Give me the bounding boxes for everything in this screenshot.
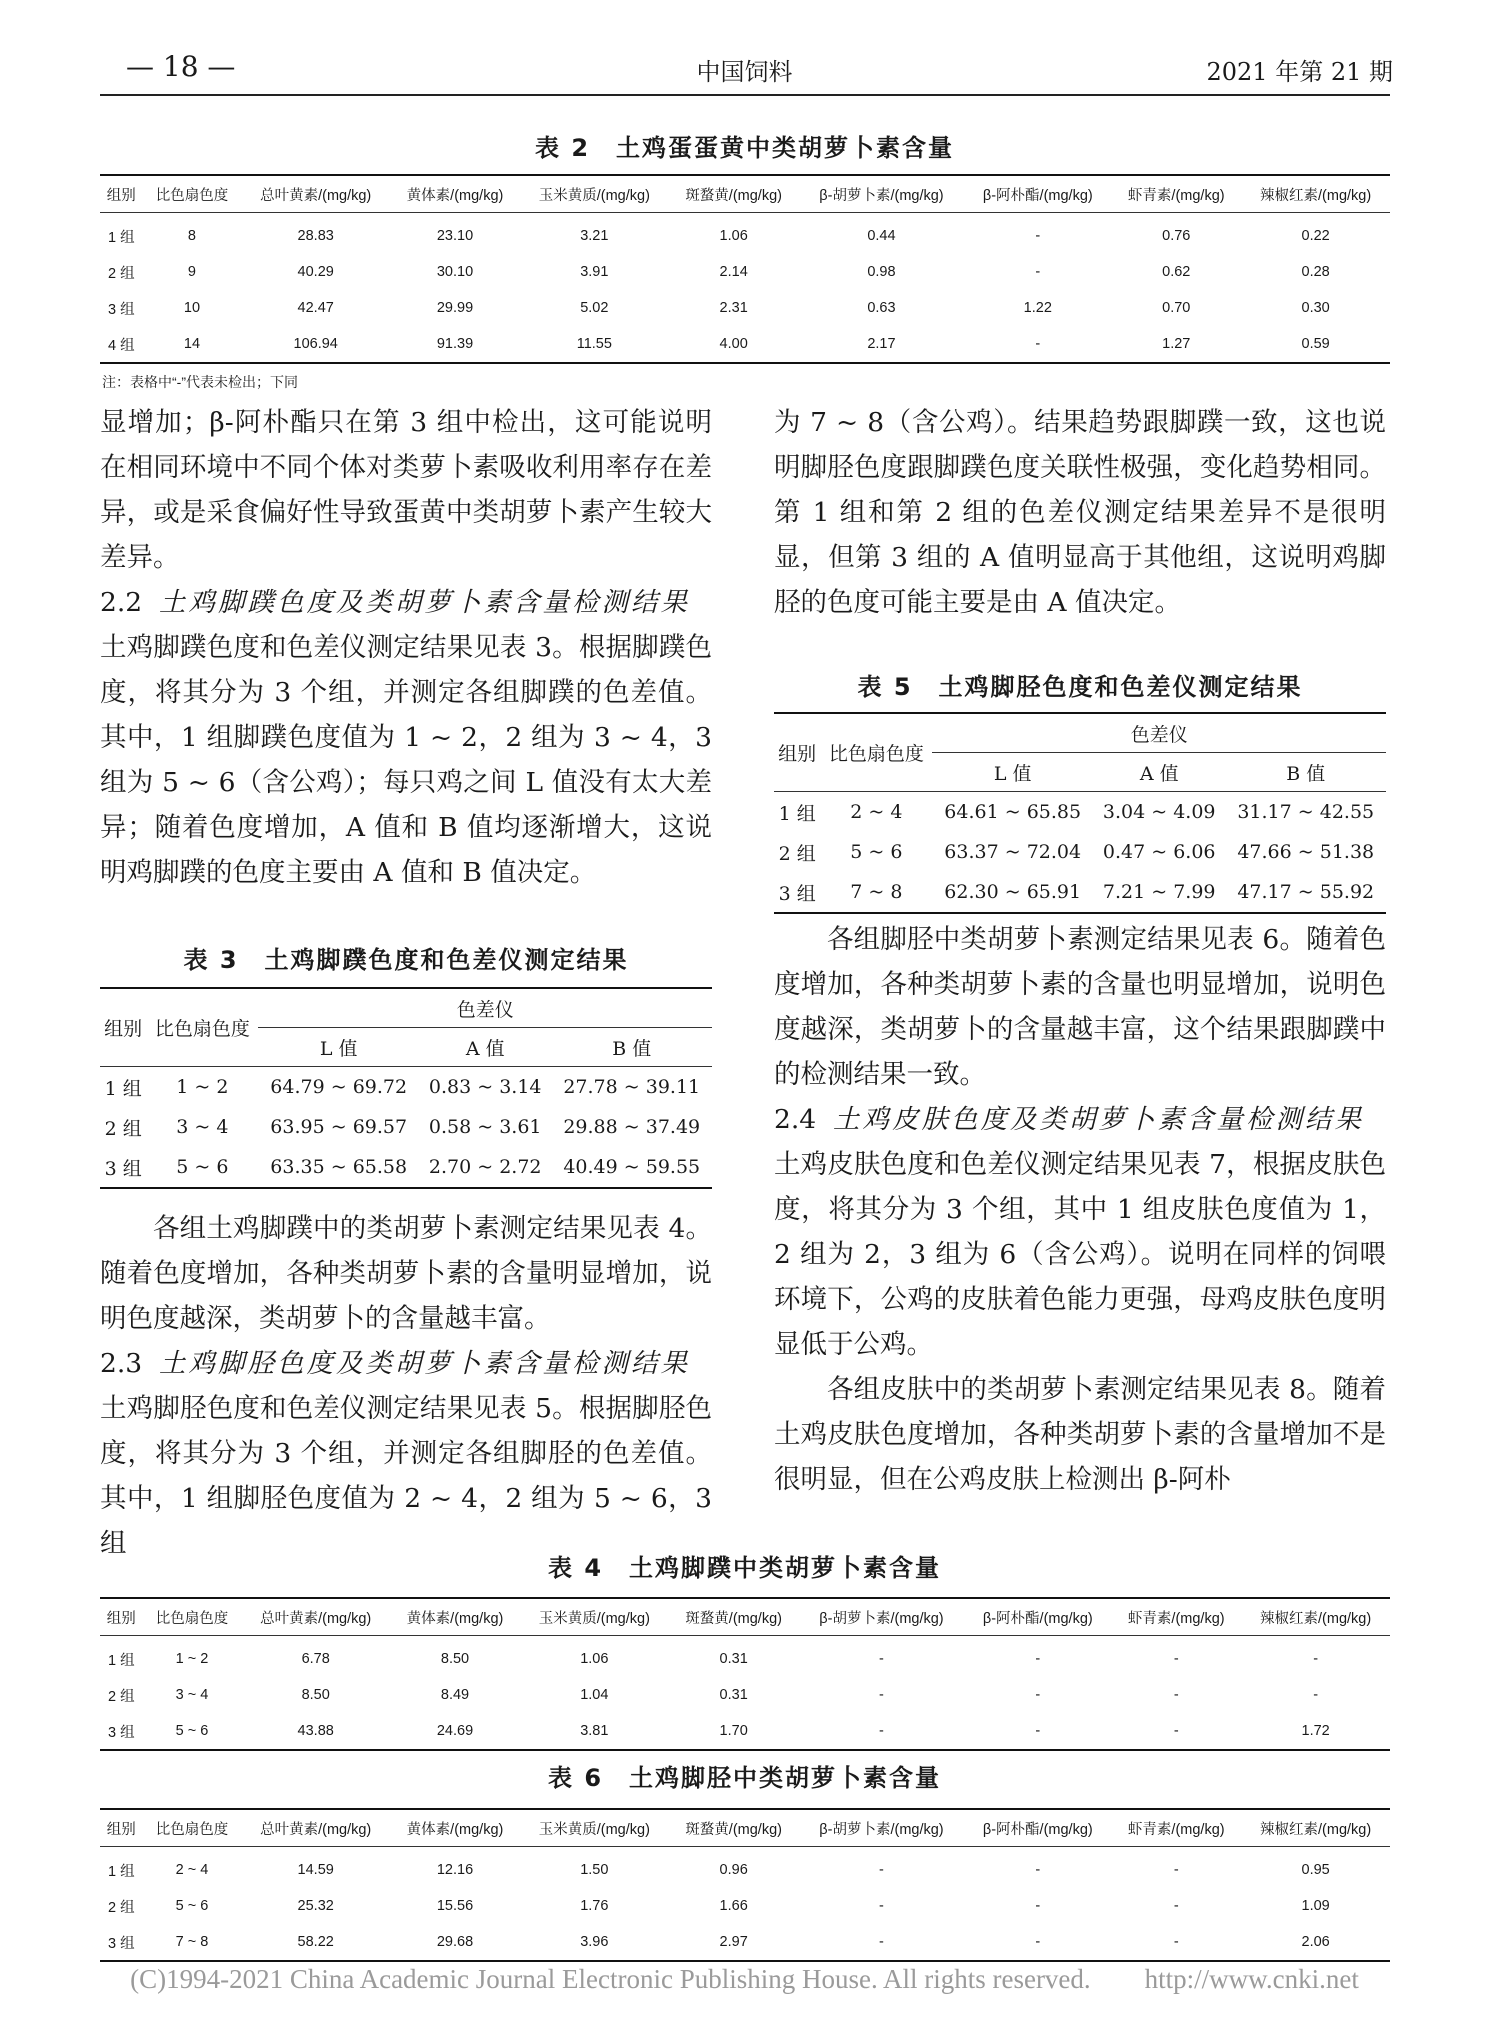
table-cell: 0.63 (867, 300, 896, 316)
table-cell: 2.31 (719, 300, 748, 316)
table-cell: 1 组 (778, 802, 816, 825)
table-cell: 62.30 ~ 65.91 (944, 881, 1082, 903)
section-title: 土鸡脚胫色度及类胡萝卜素含量检测结果 (159, 1348, 691, 1379)
table2-header-cell: 玉米黄质/(mg/kg) (538, 187, 650, 204)
table-cell: 12.16 (436, 1862, 474, 1878)
table-cell: 5.02 (580, 300, 609, 316)
table-cell: 0.96 (719, 1862, 748, 1878)
table-cell: 3 组 (108, 1935, 135, 1952)
section-heading-2-3 (100, 1341, 712, 1386)
table-cell: 1 ~ 2 (175, 1651, 209, 1667)
paragraph: 为 7 ~ 8（含公鸡）。结果趋势跟脚蹼一致，这也说明脚胫色度跟脚蹼色度关联性极强，变化趋势相同。第 1 组和第 2 组的色差仪测定结果差异不是很明显，但第 3 组的 A 值明显高于其他组，这说明鸡脚胫的色度可能主要是由 A 值决定。 (774, 407, 1386, 618)
table-cell: 106.94 (293, 336, 338, 352)
table-cell: 3 ~ 4 (175, 1687, 209, 1703)
header-cell: 组别 (104, 1018, 143, 1040)
header-cell: 色差仪 (932, 713, 1386, 753)
table-note: 注：表格中“-”代表未检出；下同 (102, 374, 298, 390)
table2-header-cell: 比色扇色度 (155, 187, 229, 204)
table-cell: 63.95 ~ 69.57 (270, 1116, 408, 1138)
table4-grid (100, 1597, 1390, 1751)
table-cell: 23.10 (436, 228, 474, 244)
table-cell: 30.10 (436, 264, 474, 280)
table2-header-cell: 辣椒红素/(mg/kg) (1260, 187, 1372, 204)
header-cell: 比色扇色度 (154, 1018, 250, 1040)
table-cell: 2.06 (1301, 1934, 1330, 1950)
table3-caption: 表 3 土鸡脚蹼色度和色差仪测定结果 (183, 946, 629, 974)
table-cell: 1.22 (1023, 300, 1052, 316)
table-cell: 3 ~ 4 (176, 1116, 229, 1138)
section-heading-2-4 (774, 1097, 1386, 1142)
header-cell: 组别 (106, 1821, 136, 1838)
table-cell: 10 (183, 300, 201, 316)
table2-header-cell: β-胡萝卜素/(mg/kg) (819, 187, 944, 204)
table-cell: 7 ~ 8 (175, 1934, 209, 1950)
table-cell: - (1313, 1651, 1319, 1667)
header-cell: 比色扇色度 (155, 1821, 229, 1838)
table-cell: - (1035, 1862, 1041, 1878)
table-cell: 14 (183, 336, 201, 352)
table-row (100, 1147, 712, 1188)
table-row (100, 1847, 1390, 1889)
table-cell: 5 ~ 6 (175, 1898, 209, 1914)
table-cell: 0.70 (1162, 300, 1191, 316)
header-cell: 辣椒红素/(mg/kg) (1260, 1610, 1372, 1627)
header-cell: 辣椒红素/(mg/kg) (1260, 1821, 1372, 1838)
table-cell: 2 ~ 4 (175, 1862, 209, 1878)
table-cell: 3.96 (580, 1934, 609, 1950)
section-number: 2.2 (100, 587, 143, 618)
table2-header-cell: 黄体素/(mg/kg) (406, 187, 504, 204)
table-cell: 0.47 ~ 6.06 (1102, 841, 1216, 863)
header-cell: A 值 (465, 1037, 505, 1060)
table-row (100, 1888, 1390, 1924)
table-cell: 1 组 (108, 1863, 135, 1880)
table2-header-cell: 虾青素/(mg/kg) (1127, 187, 1225, 204)
header-cell: 黄体素/(mg/kg) (406, 1610, 504, 1627)
table-cell: 40.49 ~ 59.55 (563, 1156, 701, 1178)
table-cell: 7 ~ 8 (850, 881, 903, 903)
table-cell: 43.88 (297, 1723, 334, 1739)
table5-grid (774, 712, 1386, 914)
table4-header-row (100, 1598, 1390, 1636)
table-cell: - (1035, 1723, 1041, 1739)
table-cell: 29.99 (436, 300, 474, 316)
table-cell: 42.47 (297, 300, 334, 316)
table-row (100, 1924, 1390, 1961)
table-cell: 1.50 (580, 1862, 609, 1878)
table-row (774, 872, 1386, 913)
paragraph: 各组皮肤中的类胡萝卜素测定结果见表 8。随着土鸡皮肤色度增加，各种类胡萝卜素的含量增加不是很明显，但在公鸡皮肤上检测出 β-阿朴 (774, 1374, 1386, 1495)
table-cell: 1 组 (108, 1652, 135, 1669)
table-cell: 0.76 (1162, 228, 1191, 244)
header-cell: β-阿朴酯/(mg/kg) (982, 1610, 1093, 1627)
table-cell: 3.04 ~ 4.09 (1102, 801, 1216, 823)
table-cell: - (1035, 228, 1041, 244)
table-cell: 14.59 (297, 1862, 334, 1878)
table-cell: 1 ~ 2 (176, 1076, 229, 1098)
table-cell: 47.66 ~ 51.38 (1237, 841, 1375, 863)
header-cell: 虾青素/(mg/kg) (1127, 1821, 1225, 1838)
issue-label: 2021 年第 21 期 (1206, 58, 1393, 86)
table-cell: 1.70 (719, 1723, 748, 1739)
table-cell: 0.95 (1301, 1862, 1330, 1878)
table-cell: 5 ~ 6 (176, 1156, 229, 1178)
table-cell: 4.00 (719, 336, 748, 352)
table-cell: 63.35 ~ 65.58 (270, 1156, 408, 1178)
table-cell: 7.21 ~ 7.99 (1102, 881, 1216, 903)
table-cell: 1.09 (1301, 1898, 1330, 1914)
table-cell: - (1173, 1898, 1179, 1914)
table-cell: 15.56 (436, 1898, 474, 1914)
table-cell: 3.81 (580, 1723, 609, 1739)
table-cell: 1.66 (719, 1898, 748, 1914)
table-cell: 28.83 (297, 228, 334, 244)
table-cell: - (879, 1687, 884, 1703)
table-cell: 2 组 (108, 1688, 135, 1705)
header-cell: 玉米黄质/(mg/kg) (538, 1610, 650, 1627)
table-cell: 1.04 (580, 1687, 609, 1703)
table-cell: 40.29 (297, 264, 334, 280)
table-cell: 8.50 (301, 1687, 330, 1703)
table-row (100, 1107, 712, 1147)
table-cell: 27.78 ~ 39.11 (563, 1076, 701, 1098)
header-cell: L 值 (993, 762, 1032, 785)
table-row (100, 1713, 1390, 1750)
table-row (774, 792, 1386, 833)
table-cell: 58.22 (297, 1934, 334, 1950)
table-cell: 2 组 (108, 265, 135, 282)
table-cell: 2 组 (104, 1117, 142, 1140)
table6-caption: 表 6 土鸡脚胫中类胡萝卜素含量 (547, 1764, 942, 1792)
table-cell: 29.68 (436, 1934, 474, 1950)
table-cell: 0.98 (867, 264, 896, 280)
header-cell: 斑蝥黄/(mg/kg) (685, 1610, 782, 1627)
table-cell: 5 ~ 6 (850, 841, 903, 863)
header-cell: L 值 (319, 1037, 358, 1060)
table-cell: - (1173, 1934, 1179, 1950)
table-cell: 1.72 (1301, 1723, 1330, 1739)
header-cell: B 值 (612, 1037, 652, 1060)
table4-caption: 表 4 土鸡脚蹼中类胡萝卜素含量 (547, 1554, 942, 1582)
table-cell: 0.58 ~ 3.61 (428, 1116, 542, 1138)
table-cell: 25.32 (297, 1898, 334, 1914)
table-row (100, 326, 1390, 363)
table6-header-row (100, 1809, 1390, 1847)
table-cell: - (1035, 264, 1041, 280)
table-cell: 31.17 ~ 42.55 (1237, 801, 1375, 823)
table-cell: - (879, 1898, 884, 1914)
table-cell: 8.50 (440, 1651, 470, 1667)
table-cell: 2.97 (719, 1934, 748, 1950)
table-cell: 3 组 (108, 301, 135, 318)
table-cell: - (879, 1934, 884, 1950)
table-cell: - (1173, 1651, 1179, 1667)
table5 (774, 712, 1386, 914)
table-cell: 0.59 (1301, 336, 1330, 352)
table-cell: 0.83 ~ 3.14 (428, 1076, 542, 1098)
header-cell: 虾青素/(mg/kg) (1127, 1610, 1225, 1627)
table3 (100, 987, 712, 1189)
paragraph: 土鸡脚蹼色度和色差仪测定结果见表 3。根据脚蹼色度，将其分为 3 个组，并测定各组脚蹼的色差值。其中，1 组脚蹼色度值为 1 ~ 2，2 组为 3 ~ 4，3 组为 5 ~ 6（含公鸡）；每只鸡之间 L 值没有太大差异；随着色度增加，A 值和 B 值均逐渐增大，这说明鸡脚蹼的色度主要由 A 值和 B 值决定。 (100, 632, 712, 888)
table-cell: 1.27 (1162, 336, 1191, 352)
right-column-upper (774, 400, 1386, 625)
table-cell: - (879, 1723, 884, 1739)
table5-header-row (774, 713, 1386, 753)
section-title: 土鸡脚蹼色度及类胡萝卜素含量检测结果 (159, 587, 691, 618)
table-cell: 0.28 (1301, 264, 1330, 280)
section-title: 土鸡皮肤色度及类胡萝卜素含量检测结果 (833, 1104, 1365, 1135)
table-cell: 2 组 (778, 842, 816, 865)
table-cell: - (1173, 1687, 1179, 1703)
table-cell: 1 组 (108, 229, 135, 246)
table-cell: - (1173, 1723, 1179, 1739)
header-cell: β-胡萝卜素/(mg/kg) (819, 1610, 944, 1627)
table-cell: 5 ~ 6 (175, 1723, 209, 1739)
right-column-lower (774, 917, 1386, 1502)
header-cell: 组别 (778, 743, 817, 765)
table-cell: - (1313, 1687, 1319, 1703)
table2-header-cell: 组别 (106, 187, 136, 204)
table-cell: 0.31 (719, 1651, 748, 1667)
table-cell: 1.06 (719, 228, 748, 244)
header-cell: 比色扇色度 (155, 1610, 229, 1627)
table-cell: 3 组 (778, 882, 816, 905)
table-row (100, 254, 1390, 290)
header-cell: 总叶黄素/(mg/kg) (260, 1821, 372, 1838)
table-cell: 11.55 (576, 336, 612, 352)
table-row (774, 832, 1386, 872)
table-cell: 3.91 (580, 264, 609, 280)
table-cell: - (1035, 336, 1041, 352)
table2-header-row (100, 175, 1390, 213)
table-cell: - (1035, 1687, 1041, 1703)
header-cell: 组别 (106, 1610, 136, 1627)
table-cell: 9 (187, 264, 196, 280)
section-number: 2.3 (100, 1348, 143, 1379)
table-cell: 0.22 (1301, 228, 1330, 244)
header-cell: 比色扇色度 (828, 743, 924, 765)
copyright-footer: (C)1994-2021 China Academic Journal Electronic Publishing House. All rights reserved. http://www.cnki.net (130, 1964, 1359, 1994)
left-column-lower (100, 1206, 712, 1566)
journal-name: 中国饲料 (696, 58, 793, 86)
table-cell: - (1035, 1898, 1041, 1914)
table6-grid (100, 1808, 1390, 1962)
table-cell: 47.17 ~ 55.92 (1237, 881, 1375, 903)
table3-grid (100, 987, 712, 1189)
table6 (100, 1808, 1390, 1962)
table-cell: 6.78 (301, 1651, 330, 1667)
header-cell: 黄体素/(mg/kg) (406, 1821, 504, 1838)
table2-caption: 表 2 土鸡蛋蛋黄中类胡萝卜素含量 (534, 134, 955, 162)
paragraph: 显增加；β-阿朴酯只在第 3 组中检出，这可能说明在相同环境中不同个体对类萝卜素吸收利用率存在差异，或是采食偏好性导致蛋黄中类胡萝卜素产生较大差异。 (100, 407, 712, 573)
table-cell: 8.49 (440, 1687, 470, 1703)
table4 (100, 1597, 1390, 1751)
table2-header-cell: β-阿朴酯/(mg/kg) (982, 187, 1093, 204)
table-cell: 4 组 (108, 337, 135, 354)
table-cell: 29.88 ~ 37.49 (563, 1116, 701, 1138)
table-cell: 2.17 (867, 336, 896, 352)
table-row (100, 213, 1390, 255)
table-row (100, 1636, 1390, 1678)
table-cell: - (1173, 1862, 1179, 1878)
table-cell: - (879, 1651, 884, 1667)
table-cell: 0.62 (1162, 264, 1191, 280)
table3-header-row (100, 988, 712, 1028)
table-cell: 1.06 (580, 1651, 609, 1667)
page-number: — 18 — (126, 50, 236, 83)
table2 (100, 174, 1390, 364)
table-cell: 3.21 (580, 228, 609, 244)
paragraph: 各组土鸡脚蹼中的类胡萝卜素测定结果见表 4。随着色度增加，各种类胡萝卜素的含量明显增加，说明色度越深，类胡萝卜的含量越丰富。 (100, 1213, 712, 1334)
table-cell: 2.14 (719, 264, 748, 280)
header-cell: 玉米黄质/(mg/kg) (538, 1821, 650, 1838)
table-cell: - (1035, 1934, 1041, 1950)
header-cell: B 值 (1286, 762, 1326, 785)
table-cell: 8 (187, 228, 196, 244)
header-cell: 总叶黄素/(mg/kg) (260, 1610, 372, 1627)
table-cell: - (1035, 1651, 1041, 1667)
section-heading-2-2 (100, 580, 712, 625)
table-row (100, 1067, 712, 1108)
table-cell: 0.44 (867, 228, 896, 244)
table5-caption: 表 5 土鸡脚胫色度和色差仪测定结果 (857, 673, 1303, 701)
paragraph: 各组脚胫中类胡萝卜素测定结果见表 6。随着色度增加，各种类胡萝卜素的含量也明显增加，说明色度越深，类胡萝卜的含量越丰富，这个结果跟脚蹼中的检测结果一致。 (774, 924, 1386, 1090)
header-cell: β-胡萝卜素/(mg/kg) (819, 1821, 944, 1838)
header-cell: 色差仪 (258, 988, 712, 1028)
table2-grid (100, 174, 1390, 364)
table2-header-cell: 斑蝥黄/(mg/kg) (685, 187, 782, 204)
header-rule (100, 94, 1390, 96)
table-row (100, 290, 1390, 326)
table-cell: 91.39 (436, 336, 474, 352)
table-cell: 3 组 (104, 1157, 142, 1180)
header-cell: 斑蝥黄/(mg/kg) (685, 1821, 782, 1838)
table-cell: 64.79 ~ 69.72 (270, 1076, 408, 1098)
table-cell: 1 组 (104, 1077, 142, 1100)
table-cell: 2 ~ 4 (850, 801, 903, 823)
table-cell: 63.37 ~ 72.04 (944, 841, 1082, 863)
paragraph: 土鸡皮肤色度和色差仪测定结果见表 7，根据皮肤色度，将其分为 3 个组，其中 1 组皮肤色度值为 1，2 组为 2，3 组为 6（含公鸡）。说明在同样的饲喂环境下，公鸡的皮肤着色能力更强，母鸡皮肤色度明显低于公鸡。 (774, 1149, 1386, 1360)
table-cell: 2 组 (108, 1899, 135, 1916)
table-cell: 24.69 (436, 1723, 474, 1739)
table-cell: 64.61 ~ 65.85 (944, 801, 1082, 823)
table-cell: 0.30 (1301, 300, 1330, 316)
table-cell: 3 组 (108, 1724, 135, 1741)
left-column-upper (100, 400, 712, 895)
header-cell: β-阿朴酯/(mg/kg) (982, 1821, 1093, 1838)
paragraph: 土鸡脚胫色度和色差仪测定结果见表 5。根据脚胫色度，将其分为 3 个组，并测定各组脚胫的色差值。其中，1 组脚胫色度值为 2 ~ 4，2 组为 5 ~ 6，3 组 (100, 1393, 712, 1559)
table-cell: - (879, 1862, 884, 1878)
header-cell: A 值 (1139, 762, 1179, 785)
table-cell: 2.70 ~ 2.72 (428, 1156, 542, 1178)
table-cell: 1.76 (580, 1898, 609, 1914)
table-cell: 0.31 (719, 1687, 748, 1703)
table2-header-cell: 总叶黄素/(mg/kg) (260, 187, 372, 204)
table-row (100, 1677, 1390, 1713)
section-number: 2.4 (774, 1104, 817, 1135)
